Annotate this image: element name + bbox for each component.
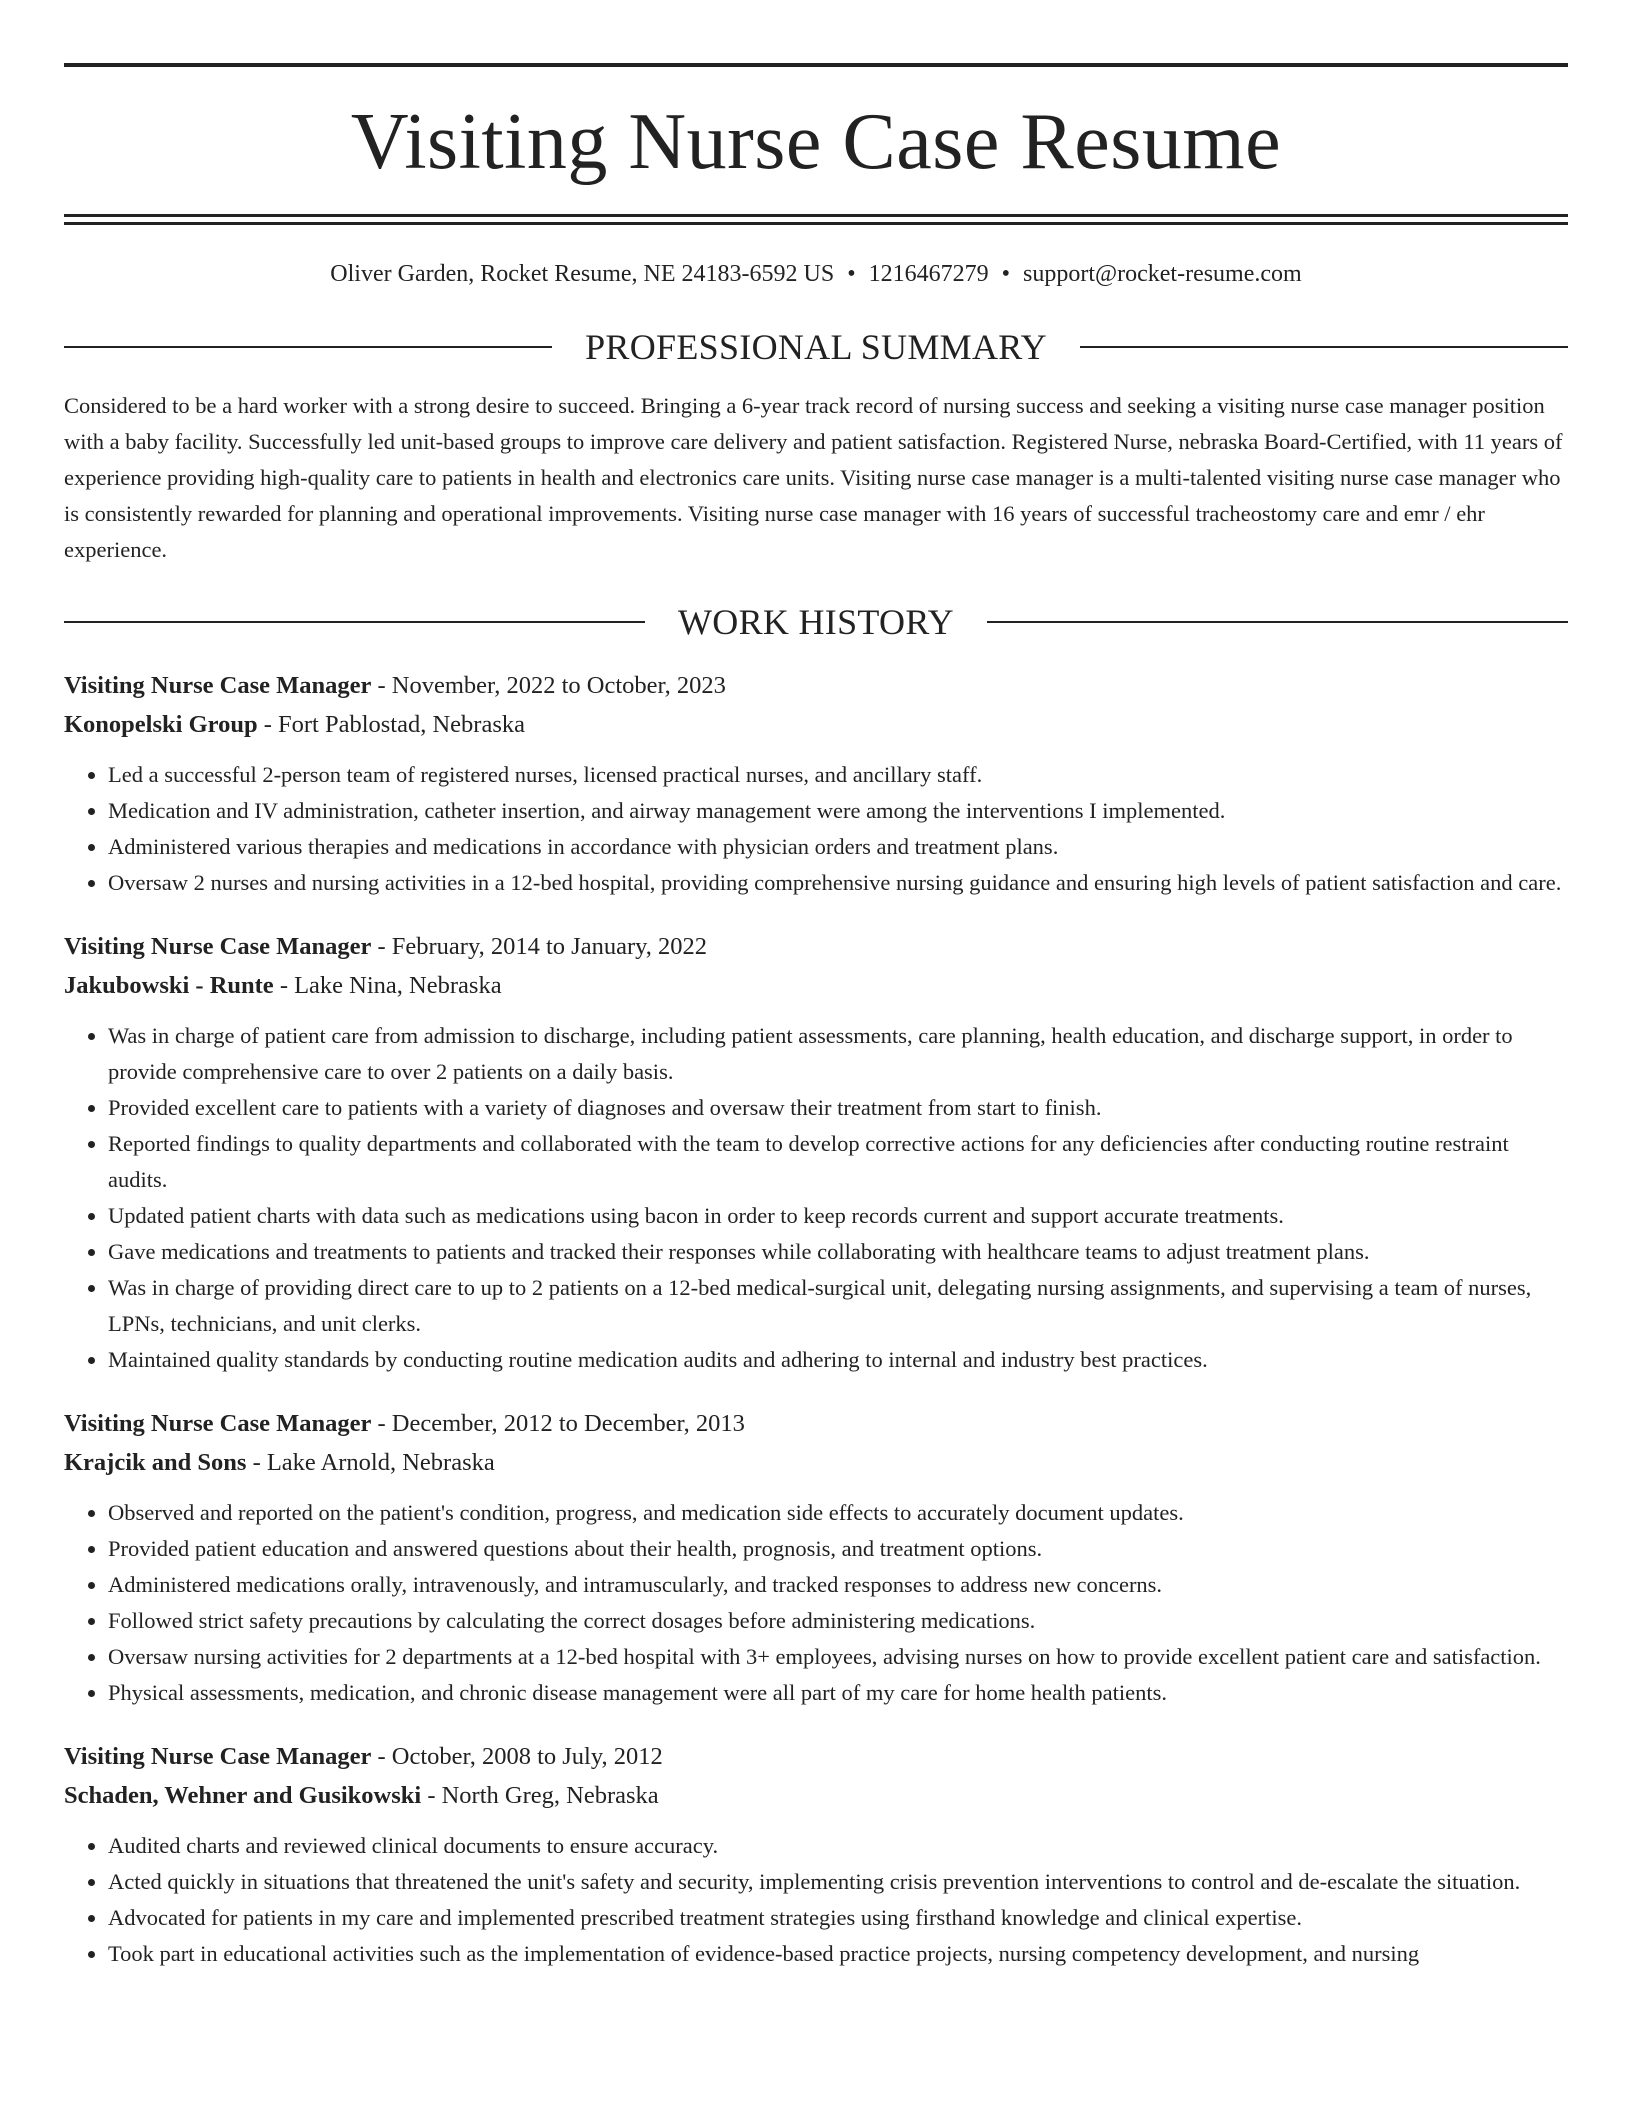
resume-title: Visiting Nurse Case Resume xyxy=(350,98,1282,186)
job-title: Visiting Nurse Case Manager xyxy=(64,1409,372,1437)
job-bullet: • Took part in educational activities such as the implementation of evidence-based practice projects, nursing competency development, and nursing xyxy=(108,1936,1568,1972)
job-entry xyxy=(64,666,1568,901)
job-bullet: • Was in charge of patient care from admission to discharge, including patient assessments, care planning, health education, and discharge support, in order to provide comprehensive care to over 2 patients on a daily basis. xyxy=(108,1018,1568,1090)
job-bullet: • Advocated for patients in my care and implemented prescribed treatment strategies using firsthand knowledge and clinical expertise. xyxy=(108,1900,1568,1936)
heading-rule-left xyxy=(64,621,645,623)
job-location: - Lake Arnold, Nebraska xyxy=(246,1448,495,1476)
job-entry xyxy=(64,1404,1568,1711)
job-entry xyxy=(64,1737,1568,1972)
summary-heading xyxy=(64,326,1568,367)
job-bullet: • Followed strict safety precautions by calculating the correct dosages before administering medications. xyxy=(108,1603,1568,1639)
job-bullets xyxy=(64,1018,1568,1378)
top-rule xyxy=(64,63,1568,67)
job-dates: - December, 2012 to December, 2013 xyxy=(371,1409,745,1437)
job-title: Visiting Nurse Case Manager xyxy=(64,932,372,960)
heading-rule-right xyxy=(987,621,1568,623)
job-bullet: • Reported findings to quality departments and collaborated with the team to develop corrective actions for any deficiencies after conducting routine restraint audits. xyxy=(108,1126,1568,1198)
job-dates: - November, 2022 to October, 2023 xyxy=(371,671,726,699)
job-title: Visiting Nurse Case Manager xyxy=(64,671,372,699)
summary-heading-label: PROFESSIONAL SUMMARY xyxy=(585,326,1047,367)
job-dates: - October, 2008 to July, 2012 xyxy=(371,1742,663,1770)
job-list xyxy=(64,666,1568,1972)
job-title-line xyxy=(64,927,1568,966)
job-bullet: • Physical assessments, medication, and chronic disease management were all part of my care for home health patients. xyxy=(108,1675,1568,1711)
job-bullets xyxy=(64,757,1568,901)
job-title-line xyxy=(64,1404,1568,1443)
double-rule xyxy=(64,214,1568,225)
job-location: - Lake Nina, Nebraska xyxy=(273,971,502,999)
work-history-heading-label: WORK HISTORY xyxy=(678,601,954,642)
job-bullet: • Audited charts and reviewed clinical documents to ensure accuracy. xyxy=(108,1828,1568,1864)
job-bullet: • Administered medications orally, intravenously, and intramuscularly, and tracked responses to address new concerns. xyxy=(108,1567,1568,1603)
job-company: Konopelski Group xyxy=(64,710,258,738)
job-company-line xyxy=(64,1443,1568,1482)
job-bullet: • Maintained quality standards by conducting routine medication audits and adhering to internal and industry best practices. xyxy=(108,1342,1568,1378)
job-bullets xyxy=(64,1828,1568,1972)
job-company-line xyxy=(64,966,1568,1005)
job-bullet: • Administered various therapies and medications in accordance with physician orders and treatment plans. xyxy=(108,829,1568,865)
job-title: Visiting Nurse Case Manager xyxy=(64,1742,372,1770)
heading-rule-left xyxy=(64,346,552,348)
job-bullet: • Acted quickly in situations that threatened the unit's safety and security, implementing crisis prevention interventions to control and de-escalate the situation. xyxy=(108,1864,1568,1900)
contact-phone: 1216467279 xyxy=(868,261,989,287)
job-bullet: • Oversaw nursing activities for 2 departments at a 12-bed hospital with 3+ employees, advising nurses on how to provide excellent patient care and satisfaction. xyxy=(108,1639,1568,1675)
job-bullets xyxy=(64,1495,1568,1711)
contact-address: Oliver Garden, Rocket Resume, NE 24183-6592 US xyxy=(330,261,835,287)
job-bullet: • Provided patient education and answered questions about their health, prognosis, and treatment options. xyxy=(108,1531,1568,1567)
job-title-line xyxy=(64,666,1568,705)
separator-dot: • xyxy=(847,261,856,287)
job-dates: - February, 2014 to January, 2022 xyxy=(371,932,708,960)
job-company-line xyxy=(64,705,1568,744)
job-bullet: • Updated patient charts with data such as medications using bacon in order to keep records current and support accurate treatments. xyxy=(108,1198,1568,1234)
contact-line xyxy=(64,260,1568,289)
job-company: Schaden, Wehner and Gusikowski xyxy=(64,1781,422,1809)
job-bullet: • Oversaw 2 nurses and nursing activities in a 12-bed hospital, providing comprehensive nursing guidance and ensuring high levels of patient satisfaction and care. xyxy=(108,865,1568,901)
job-bullet: • Provided excellent care to patients with a variety of diagnoses and oversaw their treatment from start to finish. xyxy=(108,1090,1568,1126)
heading-rule-right xyxy=(1080,346,1568,348)
job-location: - North Greg, Nebraska xyxy=(421,1781,659,1809)
job-title-line xyxy=(64,1737,1568,1776)
job-company: Krajcik and Sons xyxy=(64,1448,247,1476)
job-company-line xyxy=(64,1776,1568,1815)
separator-dot: • xyxy=(1001,261,1011,287)
summary-text: Considered to be a hard worker with a strong desire to succeed. Bringing a 6-year track record of nursing success and seeking a visiting nurse case manager position with a baby facility. Successfully led unit-based groups to improve care delivery and patient satisfaction. Registered Nurse, nebraska Board-Certified, with 11 years of experience providing high-quality care to patients in health and electronics care units. Visiting nurse case manager is a multi-talented visiting nurse case manager who is consistently rewarded for planning and operational improvements. Visiting nurse case manager with 16 years of successful tracheostomy care and emr / ehr experience. xyxy=(64,392,1563,562)
job-company: Jakubowski - Runte xyxy=(64,971,274,999)
job-bullet: • Observed and reported on the patient's condition, progress, and medication side effects to accurately document updates. xyxy=(108,1495,1568,1531)
job-bullet: • Was in charge of providing direct care to up to 2 patients on a 12-bed medical-surgical unit, delegating nursing assignments, and supervising a team of nurses, LPNs, technicians, and unit clerks. xyxy=(108,1270,1568,1342)
job-bullet: • Medication and IV administration, catheter insertion, and airway management were among the interventions I implemented. xyxy=(108,793,1568,829)
job-entry xyxy=(64,927,1568,1378)
work-history-heading xyxy=(64,601,1568,642)
job-location: - Fort Pablostad, Nebraska xyxy=(257,710,525,738)
contact-email: support@rocket-resume.com xyxy=(1023,261,1302,287)
job-bullet: • Gave medications and treatments to patients and tracked their responses while collaborating with healthcare teams to adjust treatment plans. xyxy=(108,1234,1568,1270)
job-bullet: • Led a successful 2-person team of registered nurses, licensed practical nurses, and ancillary staff. xyxy=(108,757,1568,793)
